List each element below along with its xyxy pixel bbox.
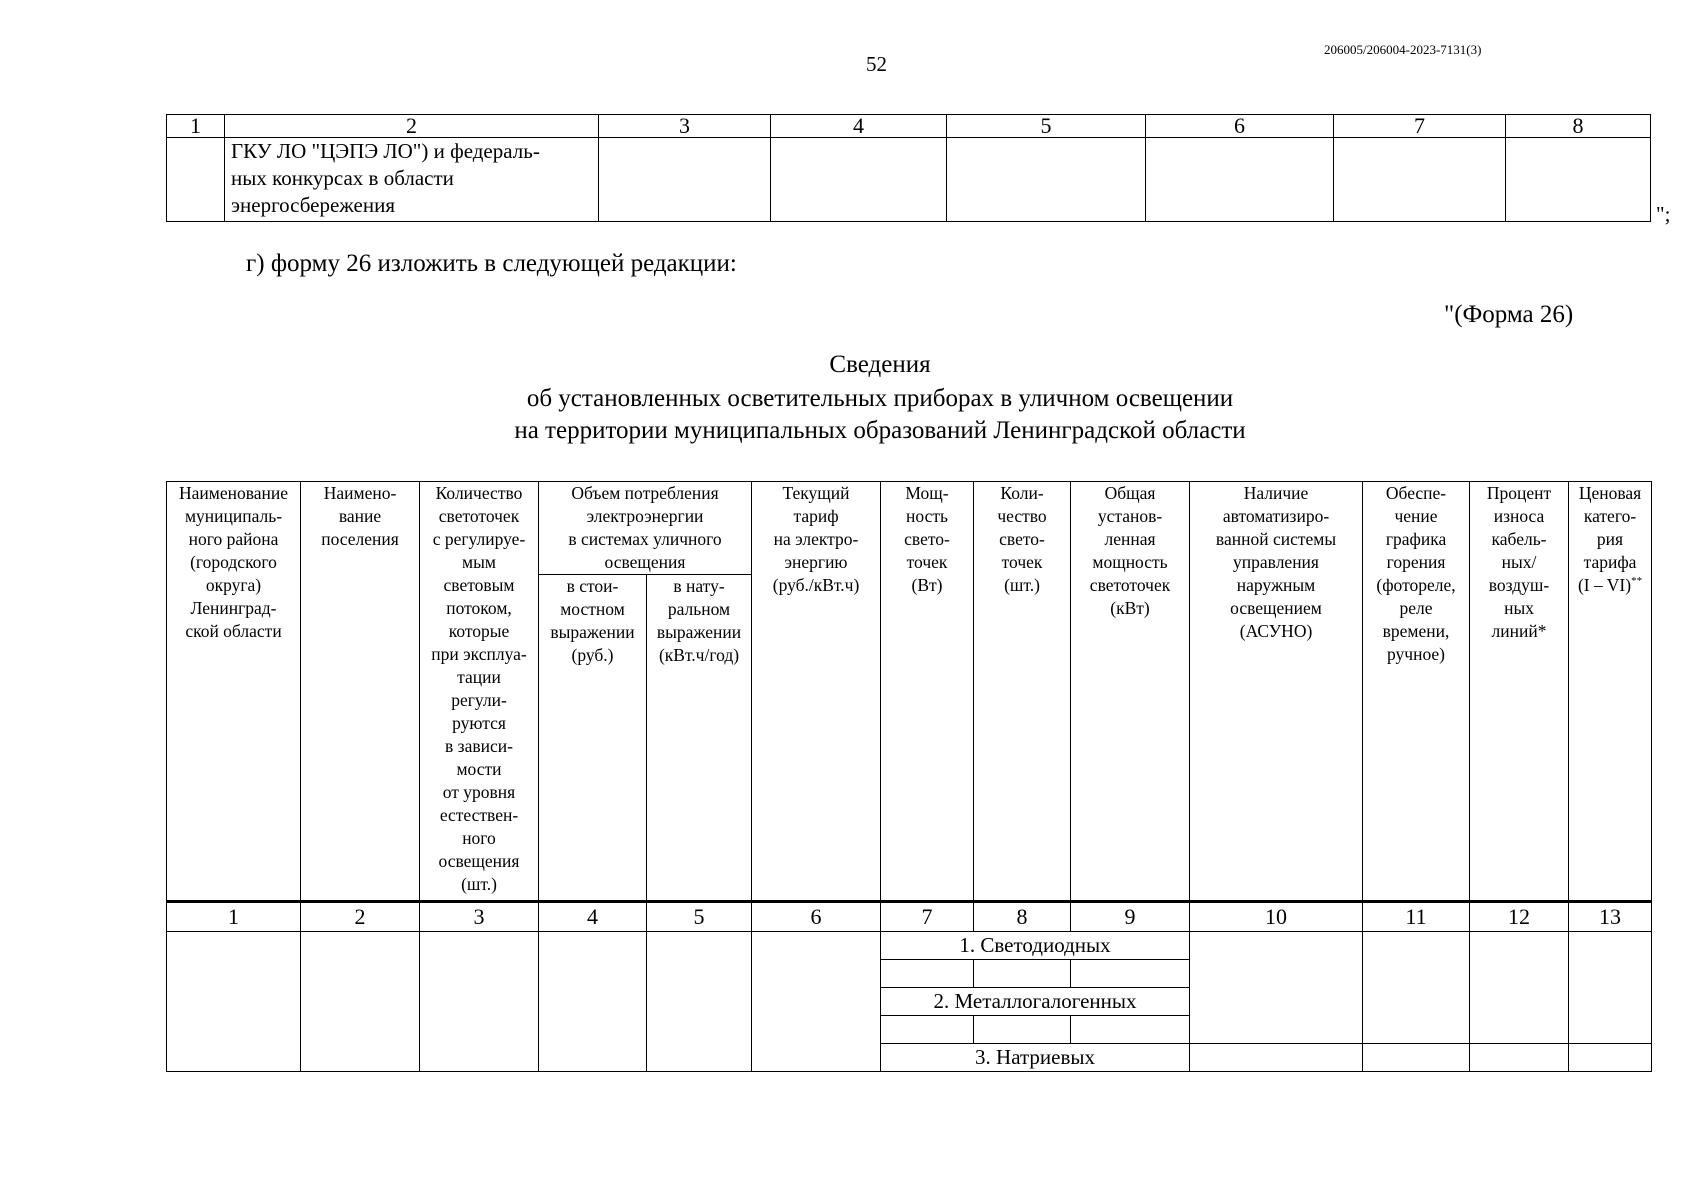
header-line: ность [906, 506, 948, 526]
header-text: (I – VI) [1577, 575, 1632, 595]
form-subtitle-line-1: об установленных осветительных приборах в уличном освещении [526, 385, 1234, 412]
column-number: 10 [1190, 902, 1363, 932]
data-cell [881, 960, 974, 988]
data-cell [1071, 1016, 1190, 1044]
column-number: 3 [420, 902, 539, 932]
header-line: Текущий [782, 483, 850, 503]
column-number: 2 [301, 902, 420, 932]
header-line: Процент [1486, 483, 1552, 503]
header-line: Объем потребления [571, 483, 719, 503]
header-line: Общая [1104, 483, 1156, 503]
header-line: мым [462, 552, 496, 572]
header-line-wear [1470, 482, 1569, 902]
header-line: (шт.) [461, 874, 497, 894]
header-line: автоматизиро- [1222, 506, 1330, 526]
col-number: 8 [1506, 115, 1651, 138]
header-line: вание [338, 506, 382, 526]
lighting-devices-table [166, 481, 1652, 1072]
header-settlement-name [301, 482, 420, 902]
column-number: 6 [752, 902, 881, 932]
table-cell [947, 138, 1146, 222]
footnote-mark: ** [1631, 575, 1643, 588]
header-line: с регулируе- [432, 529, 526, 549]
header-line: мостном [560, 599, 625, 619]
form-title: Сведения [829, 351, 931, 378]
header-line: в зависи- [445, 736, 513, 756]
header-line: графика [1385, 529, 1447, 549]
column-number: 7 [881, 902, 974, 932]
header-line: (АСУНО) [1239, 621, 1313, 641]
header-line: светоточек [1089, 575, 1171, 595]
col-number: 2 [225, 115, 599, 138]
col-number: 7 [1334, 115, 1506, 138]
header-line: Количество [435, 483, 523, 503]
table-cell [1506, 138, 1651, 222]
form-subtitle-line-2: на территории муниципальных образований Ленинградской области [514, 417, 1246, 444]
header-line: ного района [188, 529, 279, 549]
data-cell [1470, 932, 1569, 1044]
header-line: кабель- [1491, 529, 1547, 549]
data-cell [1190, 1044, 1363, 1072]
category-led: 1. Светодиодных [881, 932, 1190, 960]
table-cell [167, 138, 225, 222]
data-cell [539, 932, 647, 1072]
data-cell [1190, 932, 1363, 1044]
data-cell [974, 1016, 1071, 1044]
header-line: чение [1394, 506, 1438, 526]
table-cell [771, 138, 947, 222]
data-cell [1363, 1044, 1470, 1072]
header-asuno [1190, 482, 1363, 902]
header-line: регули- [451, 690, 507, 710]
header-line: светоточек [438, 506, 520, 526]
header-total-power [1071, 482, 1190, 902]
header-line: энергию [784, 552, 848, 572]
col-number: 3 [599, 115, 771, 138]
header-line: Ленинград- [190, 598, 277, 618]
header-line: Наличие [1243, 483, 1309, 503]
header-line: ного [462, 828, 496, 848]
header-line: ных/ [1501, 552, 1537, 572]
form-label: "(Форма 26) [1444, 301, 1574, 328]
header-line: ральном [667, 599, 731, 619]
header-line: горения [1386, 552, 1446, 572]
data-cell [301, 932, 420, 1072]
header-line: точек [1001, 552, 1043, 572]
column-number: 11 [1363, 902, 1470, 932]
header-line: выражении [656, 622, 742, 642]
header-line: освещения [604, 552, 686, 572]
header-line: свето- [904, 529, 950, 549]
header-line: световым [443, 575, 515, 595]
column-number: 1 [167, 902, 301, 932]
table-cell [1146, 138, 1334, 222]
col-number: 1 [167, 115, 225, 138]
column-number: 12 [1470, 902, 1569, 932]
closing-quote: "; [1656, 202, 1671, 226]
header-line: потоком, [446, 598, 512, 618]
instruction-text: г) форму 26 изложить в следующей редакции: [246, 250, 737, 277]
data-cell [167, 932, 301, 1072]
header-consumption-group [539, 482, 752, 575]
header-line: (руб./кВт.ч) [772, 575, 860, 595]
header-line: наружным [1236, 575, 1316, 595]
header-line [1569, 574, 1651, 597]
column-number: 9 [1071, 902, 1190, 932]
text-line: ГКУ ЛО "ЦЭПЭ ЛО") и федераль- [231, 139, 540, 163]
col-number: 4 [771, 115, 947, 138]
header-line: освещения [438, 851, 520, 871]
header-value-natural [647, 575, 752, 902]
header-line: точек [906, 552, 948, 572]
header-line: руются [452, 713, 506, 733]
header-line: Наименование [178, 483, 289, 503]
data-cell [1569, 1044, 1652, 1072]
header-value-cost [539, 575, 647, 902]
header-line: износа [1493, 506, 1545, 526]
header-line: в системах уличного [568, 529, 722, 549]
header-line: реле [1399, 598, 1433, 618]
table-cell [599, 138, 771, 222]
document-code: 206005/206004-2023-7131(3) [1324, 42, 1482, 57]
header-line: мощность [1092, 552, 1168, 572]
header-line: электроэнергии [586, 506, 704, 526]
header-line: естествен- [439, 805, 519, 825]
header-current-tariff [752, 482, 881, 902]
header-line: которые [448, 621, 510, 641]
header-municipal-district [167, 482, 301, 902]
data-cell [1071, 960, 1190, 988]
header-line: ленная [1104, 529, 1156, 549]
header-line: ных [1504, 598, 1534, 618]
header-tariff-category [1569, 482, 1652, 902]
header-line: Мощ- [905, 483, 949, 503]
header-line: (шт.) [1004, 575, 1040, 595]
header-line: установ- [1097, 506, 1163, 526]
header-line: (Вт) [911, 575, 943, 595]
text-line: энергосбережения [231, 193, 396, 217]
data-cell [881, 1016, 974, 1044]
header-line: управления [1233, 552, 1319, 572]
header-line: от уровня [442, 782, 516, 802]
header-line: выражении [550, 622, 635, 642]
page-number: 52 [866, 52, 887, 76]
header-burning-schedule [1363, 482, 1470, 902]
category-sodium: 3. Натриевых [881, 1044, 1190, 1072]
category-metal-halide: 2. Металлогалогенных [881, 988, 1190, 1016]
table-cell [1334, 138, 1506, 222]
data-cell [420, 932, 539, 1072]
header-line: в стои- [566, 576, 619, 596]
column-number: 8 [974, 902, 1071, 932]
header-line: воздуш- [1488, 575, 1550, 595]
data-cell [752, 932, 881, 1072]
header-line: поселения [321, 529, 399, 549]
column-number: 5 [647, 902, 752, 932]
header-line: ванной системы [1215, 529, 1337, 549]
header-line: (кВт.ч/год) [658, 645, 740, 665]
header-line: на электро- [773, 529, 859, 549]
header-line: округа) [205, 575, 262, 595]
header-light-count [974, 482, 1071, 902]
header-line: тации [457, 667, 501, 687]
data-cell [1363, 932, 1470, 1044]
table-cell-text [225, 138, 599, 222]
data-cell [1569, 932, 1652, 1044]
header-line: (городского [190, 552, 277, 572]
text-line: ных конкурсах в области [231, 166, 454, 190]
header-line: Обеспе- [1385, 483, 1447, 503]
data-cell [974, 960, 1071, 988]
column-number: 4 [539, 902, 647, 932]
header-regulated-lights-count [420, 482, 539, 902]
header-line: ской области [185, 621, 282, 641]
header-line: тарифа [1583, 552, 1637, 572]
header-line: рия [1596, 529, 1624, 549]
continuation-table [166, 114, 1651, 222]
col-number: 6 [1146, 115, 1334, 138]
header-line: (кВт) [1110, 598, 1150, 618]
header-line: освещением [1230, 598, 1322, 618]
header-line: чество [997, 506, 1047, 526]
header-line: (фотореле, [1376, 575, 1456, 595]
column-number: 13 [1569, 902, 1652, 932]
header-line: (руб.) [571, 645, 614, 665]
header-line: при эксплуа- [431, 644, 527, 664]
header-line: тариф [793, 506, 839, 526]
header-line: Наимено- [323, 483, 397, 503]
header-light-power [881, 482, 974, 902]
header-line: линий* [1491, 621, 1547, 641]
data-cell [1470, 1044, 1569, 1072]
header-line: муниципаль- [184, 506, 283, 526]
data-cell [647, 932, 752, 1072]
header-line: Коли- [1000, 483, 1044, 503]
header-line: времени, [1382, 621, 1450, 641]
col-number: 5 [947, 115, 1146, 138]
header-line: ручное) [1387, 644, 1446, 664]
header-line: мости [456, 759, 502, 779]
header-line: Ценовая [1578, 483, 1642, 503]
header-line: в нату- [673, 576, 725, 596]
header-line: свето- [999, 529, 1045, 549]
header-line: катего- [1583, 506, 1637, 526]
